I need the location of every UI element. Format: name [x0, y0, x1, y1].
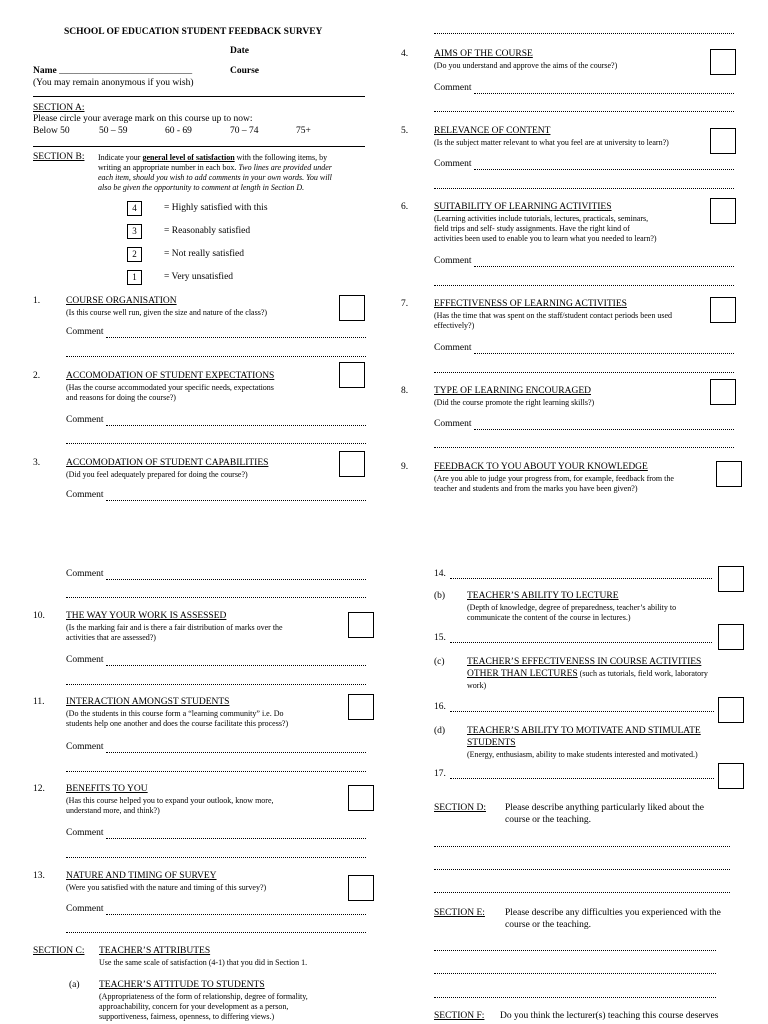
item-number: 14.: [434, 569, 446, 579]
question-desc: (Has the course accommodated your specific needs, expectations: [66, 383, 274, 392]
question-number: 3.: [33, 458, 41, 468]
item-label: (c): [434, 657, 445, 667]
scale-box-4: 4: [127, 201, 142, 216]
teacher-effectiveness-title: OTHER THAN LECTURES (such as tutorials, field work, laboratory: [467, 669, 708, 679]
question-number: 2.: [33, 371, 41, 381]
item-desc: communicate the content of the course in lectures.): [467, 613, 631, 622]
question-number: 13.: [33, 871, 45, 881]
name-line: ____________________________: [59, 66, 193, 76]
date-label: Date: [230, 46, 249, 56]
teacher-motivate-title: TEACHER’S ABILITY TO MOTIVATE AND STIMULATE: [467, 726, 701, 736]
item-desc: work): [467, 681, 487, 690]
question-desc: (Are you able to judge your progress from, for example, feedback from the: [434, 474, 674, 483]
name-field[interactable]: [33, 66, 192, 77]
question-desc: field trips and self- study assignments. Have the right kind of: [434, 224, 630, 233]
comment-label: Comment: [66, 904, 104, 914]
rating-box-16[interactable]: [718, 697, 744, 723]
question-desc: (Do the students in this course form a “learning community” i.e. Do: [66, 709, 284, 718]
question-desc: (Has this course helped you to expand your outlook, know more,: [66, 796, 274, 805]
item-number: 15.: [434, 633, 446, 643]
comment-line[interactable]: [474, 353, 734, 354]
comment-line[interactable]: [66, 932, 366, 933]
question-title: INTERACTION AMONGST STUDENTS: [66, 697, 230, 707]
comment-label: Comment: [434, 256, 472, 266]
comment-line[interactable]: [434, 111, 734, 112]
divider: [33, 146, 365, 147]
comment-label: Comment: [66, 742, 104, 752]
question-desc: and reasons for doing the course?): [66, 393, 176, 402]
rating-box-q9[interactable]: [716, 461, 742, 487]
comment-line[interactable]: [66, 443, 366, 444]
rating-box-14[interactable]: [718, 566, 744, 592]
comment-line[interactable]: [434, 997, 716, 998]
section-c-title: TEACHER’S ATTRIBUTES: [99, 946, 211, 956]
teacher-motivate-title: STUDENTS: [467, 738, 516, 748]
scale-box-1: 1: [127, 270, 142, 285]
item-label: (d): [434, 726, 446, 736]
section-a-heading: SECTION A:: [33, 103, 85, 113]
rating-box-q2[interactable]: [339, 362, 365, 388]
question-number: 8.: [401, 386, 409, 396]
question-number: 9.: [401, 462, 409, 472]
question-desc: (Did the course promote the right learning skills?): [434, 398, 595, 407]
rating-box-q10[interactable]: [348, 612, 374, 638]
comment-line[interactable]: [450, 711, 714, 712]
comment-line[interactable]: [474, 169, 734, 170]
comment-line[interactable]: [434, 846, 730, 847]
comment-line[interactable]: [106, 665, 366, 666]
teacher-lecture-title: TEACHER’S ABILITY TO LECTURE: [467, 591, 619, 601]
section-e-text: course or the teaching.: [505, 920, 591, 930]
section-f-text: Do you think the lecturer(s) teaching this course deserves: [500, 1011, 719, 1021]
comment-line[interactable]: [106, 579, 366, 580]
question-title: TYPE OF LEARNING ENCOURAGED: [434, 386, 592, 396]
item-desc: (Depth of knowledge, degree of preparedness, teacher’s ability to: [467, 603, 677, 612]
question-desc: teacher and students and from the marks you have been given?): [434, 484, 638, 493]
comment-line[interactable]: [106, 337, 366, 338]
section-b-intro: Indicate your general level of satisfaction with the following items, by: [98, 153, 328, 162]
question-desc: students help one another and does the course facilitate this process?): [66, 719, 289, 728]
item-number: 17.: [434, 769, 446, 779]
question-title: AIMS OF THE COURSE: [434, 49, 533, 59]
anonymous-note: (You may remain anonymous if you wish): [33, 78, 194, 88]
teacher-effectiveness-title: TEACHER’S EFFECTIVENESS IN COURSE ACTIVITIES: [467, 657, 702, 667]
comment-line[interactable]: [434, 33, 734, 34]
comment-line[interactable]: [450, 642, 712, 643]
item-desc: supportiveness, fairness, openness, to differing views.): [99, 1012, 275, 1021]
question-desc: (Is the subject matter relevant to what you feel are at university to learn?): [434, 138, 669, 147]
scale-label: = Not really satisfied: [164, 249, 245, 259]
rating-box-q6[interactable]: [710, 198, 736, 224]
section-f-heading: SECTION F:: [434, 1011, 485, 1021]
comment-label: Comment: [66, 490, 104, 500]
rating-box-q1[interactable]: [339, 295, 365, 321]
comment-line[interactable]: [66, 771, 366, 772]
comment-label: Comment: [434, 83, 472, 93]
comment-line[interactable]: [474, 266, 734, 267]
divider: [33, 96, 365, 97]
question-desc: activities been used to enable you to learn what you needed to learn?): [434, 234, 657, 243]
comment-label: Comment: [434, 419, 472, 429]
rating-box-q8[interactable]: [710, 379, 736, 405]
question-desc: understand more, and think?): [66, 806, 160, 815]
question-title: FEEDBACK TO YOU ABOUT YOUR KNOWLEDGE: [434, 462, 648, 472]
comment-label: Comment: [66, 828, 104, 838]
comment-label: Comment: [66, 569, 104, 579]
comment-line[interactable]: [434, 869, 730, 870]
question-number: 12.: [33, 784, 45, 794]
mark-option[interactable]: Below 50: [33, 126, 70, 136]
question-title: THE WAY YOUR WORK IS ASSESSED: [66, 611, 227, 621]
comment-label: Comment: [66, 655, 104, 665]
scale-label: = Highly satisfied with this: [164, 203, 268, 213]
rating-box-q7[interactable]: [710, 297, 736, 323]
section-e-text: Please describe any difficulties you experienced with the: [505, 908, 721, 918]
question-desc: (Has the time that was spent on the staff/student contact periods been used: [434, 311, 673, 320]
comment-line[interactable]: [434, 285, 734, 286]
question-number: 7.: [401, 299, 409, 309]
rating-box-q4[interactable]: [710, 49, 736, 75]
question-title: NATURE AND TIMING OF SURVEY: [66, 871, 217, 881]
section-c-heading: SECTION C:: [33, 946, 85, 956]
question-desc: (Is this course well run, given the size and nature of the class?): [66, 308, 268, 317]
comment-line[interactable]: [66, 684, 366, 685]
comment-line[interactable]: [106, 425, 366, 426]
mark-option[interactable]: 50 – 59: [99, 126, 128, 136]
item-desc: approachability, concern for your development as a person,: [99, 1002, 289, 1011]
question-desc: effectively?): [434, 321, 475, 330]
question-desc: (Do you understand and approve the aims of the course?): [434, 61, 618, 70]
question-desc: (Learning activities include tutorials, lectures, practicals, seminars,: [434, 214, 649, 223]
item-number: 16.: [434, 702, 446, 712]
section-d-text: Please describe anything particularly liked about the: [505, 803, 704, 813]
question-title: ACCOMODATION OF STUDENT CAPABILITIES: [66, 458, 269, 468]
rating-box-q11[interactable]: [348, 694, 374, 720]
question-desc: (Is the marking fair and is there a fair distribution of marks over the: [66, 623, 283, 632]
question-number: 11.: [33, 697, 45, 707]
comment-line[interactable]: [434, 950, 716, 951]
comment-line[interactable]: [66, 356, 366, 357]
question-number: 5.: [401, 126, 409, 136]
section-c-instruction: Use the same scale of satisfaction (4-1) that you did in Section 1.: [99, 958, 308, 967]
question-title: COURSE ORGANISATION: [66, 296, 177, 306]
item-desc: (Appropriateness of the form of relationship, degree of formality,: [99, 992, 308, 1001]
comment-line[interactable]: [106, 838, 366, 839]
course-label: Course: [230, 66, 260, 76]
comment-line[interactable]: [474, 429, 734, 430]
mark-option[interactable]: 75+: [296, 126, 311, 136]
comment-label: Comment: [434, 159, 472, 169]
question-desc: activities that are assessed?): [66, 633, 156, 642]
mark-option[interactable]: 60 - 69: [165, 126, 192, 136]
question-title: SUITABILITY OF LEARNING ACTIVITIES: [434, 202, 612, 212]
comment-line[interactable]: [450, 578, 712, 579]
rating-box-q12[interactable]: [348, 785, 374, 811]
question-title: EFFECTIVENESS OF LEARNING ACTIVITIES: [434, 299, 627, 309]
item-desc: (Energy, enthusiasm, ability to make students interested and motivated.): [467, 750, 698, 759]
scale-box-2: 2: [127, 247, 142, 262]
name-label: Name: [33, 66, 57, 76]
comment-line[interactable]: [106, 914, 366, 915]
section-b-heading: SECTION B:: [33, 152, 85, 162]
section-b-intro: also be given the opportunity to comment at length in Section D.: [98, 183, 305, 192]
comment-label: Comment: [434, 343, 472, 353]
rating-box-q5[interactable]: [710, 128, 736, 154]
scale-label: = Reasonably satisfied: [164, 226, 251, 236]
comment-line[interactable]: [474, 93, 734, 94]
section-b-intro: writing an appropriate number in each box. Two lines are provided under: [98, 163, 332, 172]
section-e-heading: SECTION E:: [434, 908, 485, 918]
comment-label: Comment: [66, 327, 104, 337]
question-desc: (Were you satisfied with the nature and timing of this survey?): [66, 883, 267, 892]
rating-box-15[interactable]: [718, 624, 744, 650]
question-title: RELEVANCE OF CONTENT: [434, 126, 551, 136]
survey-title: SCHOOL OF EDUCATION STUDENT FEEDBACK SURVEY: [64, 27, 323, 37]
question-number: 10.: [33, 611, 45, 621]
question-title: ACCOMODATION OF STUDENT EXPECTATIONS: [66, 371, 275, 381]
teacher-attitude-title: TEACHER’S ATTITUDE TO STUDENTS: [99, 980, 265, 990]
question-number: 4.: [401, 49, 409, 59]
question-desc: (Did you feel adequately prepared for doing the course?): [66, 470, 248, 479]
rating-box-q13[interactable]: [348, 875, 374, 901]
section-d-heading: SECTION D:: [434, 803, 486, 813]
section-b-intro: each item, should you wish to add comments in your own words. You will: [98, 173, 332, 182]
comment-line[interactable]: [450, 778, 714, 779]
item-label: (a): [69, 980, 80, 990]
item-label: (b): [434, 591, 446, 601]
question-title: BENEFITS TO YOU: [66, 784, 148, 794]
comment-line[interactable]: [434, 892, 730, 893]
comment-line[interactable]: [434, 973, 716, 974]
comment-line[interactable]: [106, 500, 366, 501]
comment-line[interactable]: [434, 188, 734, 189]
comment-line[interactable]: [434, 372, 734, 373]
comment-line[interactable]: [434, 447, 734, 448]
comment-label: Comment: [66, 415, 104, 425]
scale-box-3: 3: [127, 224, 142, 239]
rating-box-q3[interactable]: [339, 451, 365, 477]
question-number: 1.: [33, 296, 41, 306]
section-d-text: course or the teaching.: [505, 815, 591, 825]
mark-option[interactable]: 70 – 74: [230, 126, 259, 136]
comment-line[interactable]: [66, 857, 366, 858]
section-a-instruction: Please circle your average mark on this course up to now:: [33, 114, 253, 124]
question-number: 6.: [401, 202, 409, 212]
comment-line[interactable]: [106, 752, 366, 753]
rating-box-17[interactable]: [718, 763, 744, 789]
scale-label: = Very unsatisfied: [164, 272, 234, 282]
comment-line[interactable]: [66, 597, 366, 598]
